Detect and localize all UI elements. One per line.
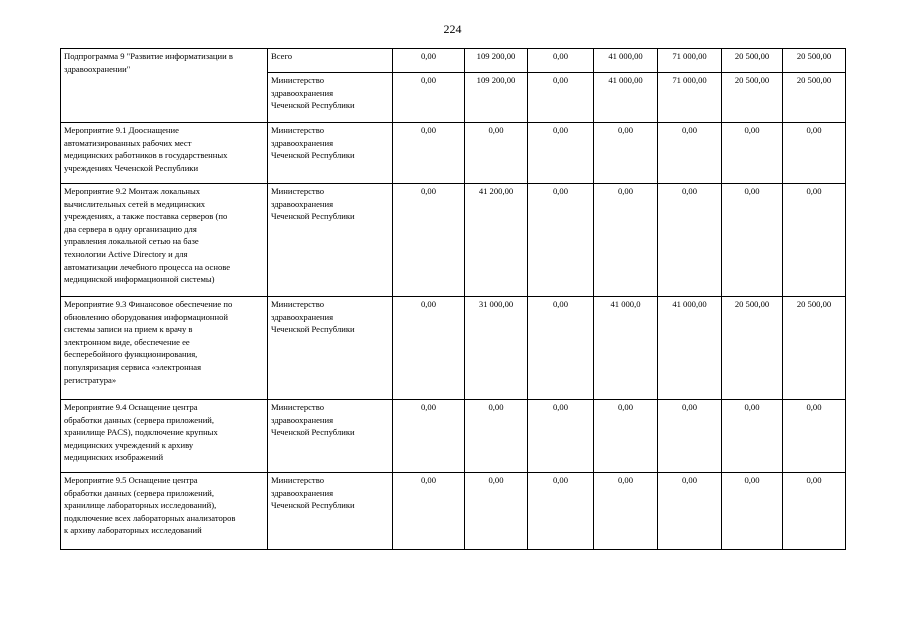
executor-cell [268, 184, 393, 297]
table-row [61, 184, 846, 297]
measure-name-line: Мероприятие 9.2 Монтаж локальных [64, 186, 201, 196]
executor-cell [268, 123, 393, 184]
measure-name-line: обработки данных (сервера приложений, [64, 487, 215, 498]
amount-cell: 0,00 [594, 184, 658, 297]
executor-line: Министерство [271, 75, 324, 85]
measure-name-line: два сервера в одну организацию для [64, 223, 197, 234]
amount-cell: 0,00 [722, 473, 783, 550]
amount-cell: 0,00 [528, 297, 594, 400]
amount-cell: 109 200,00 [465, 73, 528, 123]
executor-cell [268, 473, 393, 550]
measure-name-line: Мероприятие 9.4 Оснащение центра [64, 402, 198, 412]
executor-line: Чеченской Республики [271, 427, 355, 438]
measure-name-line: хранилище лабораторных исследований), [64, 500, 217, 511]
amount-cell: 0,00 [528, 184, 594, 297]
measure-name-cell [61, 49, 268, 123]
amount-cell: 0,00 [393, 184, 465, 297]
amount-cell: 0,00 [393, 473, 465, 550]
measure-name-line: подключение всех лабораторных анализаторов [64, 512, 236, 523]
measure-name-line: системы записи на прием к врачу в [64, 324, 193, 335]
measure-name-line: учреждениях, а также поставка серверов (по [64, 211, 228, 222]
executor-line: Всего [271, 51, 293, 61]
executor-line: Чеченской Республики [271, 324, 355, 335]
measure-name-cell [61, 297, 268, 400]
measure-name-line: медицинских изображений [64, 452, 164, 463]
executor-cell [268, 297, 393, 400]
measure-name-line: здравоохранении" [64, 63, 131, 74]
amount-cell: 109 200,00 [465, 49, 528, 73]
executor-line: здравоохранения [271, 487, 334, 498]
executor-cell [268, 73, 393, 123]
amount-cell: 0,00 [594, 473, 658, 550]
amount-cell: 0,00 [393, 297, 465, 400]
amount-cell: 0,00 [528, 49, 594, 73]
amount-cell: 20 500,00 [722, 73, 783, 123]
budget-table [60, 48, 846, 550]
measure-name-line: Мероприятие 9.5 Оснащение центра [64, 475, 198, 485]
amount-cell: 20 500,00 [783, 49, 846, 73]
amount-cell: 71 000,00 [658, 73, 722, 123]
amount-cell: 20 500,00 [722, 297, 783, 400]
executor-line: здравоохранения [271, 414, 334, 425]
executor-line: здравоохранения [271, 137, 334, 148]
amount-cell: 0,00 [658, 473, 722, 550]
measure-name-line: учреждениях Чеченской Республики [64, 162, 199, 173]
measure-name-line: вычислительных сетей в медицинских [64, 198, 206, 209]
amount-cell: 20 500,00 [722, 49, 783, 73]
amount-cell: 20 500,00 [783, 297, 846, 400]
executor-line: Министерство [271, 402, 324, 412]
amount-cell: 0,00 [393, 123, 465, 184]
measure-name-line: обновлению оборудования информационной [64, 311, 229, 322]
measure-name-line: автоматизации лечебного процесса на основе [64, 261, 231, 272]
measure-name-cell [61, 123, 268, 184]
amount-cell: 31 000,00 [465, 297, 528, 400]
measure-name-line: технологии Active Directory и для [64, 248, 188, 259]
executor-line: здравоохранения [271, 311, 334, 322]
amount-cell: 0,00 [594, 400, 658, 473]
amount-cell: 20 500,00 [783, 73, 846, 123]
executor-cell [268, 400, 393, 473]
page-number: 224 [443, 22, 462, 36]
amount-cell: 0,00 [528, 473, 594, 550]
amount-cell: 41 000,0 [594, 297, 658, 400]
amount-cell: 0,00 [393, 49, 465, 73]
measure-name-line: обработки данных (сервера приложений, [64, 414, 215, 425]
executor-line: здравоохранения [271, 198, 334, 209]
measure-name-line: управления локальной сетью на базе [64, 236, 199, 247]
amount-cell: 0,00 [393, 400, 465, 473]
table-row [61, 400, 846, 473]
amount-cell: 0,00 [722, 123, 783, 184]
executor-line: Министерство [271, 299, 324, 309]
measure-name-line: Мероприятие 9.1 Дооснащение [64, 125, 179, 135]
table-row [61, 473, 846, 550]
amount-cell: 0,00 [594, 123, 658, 184]
measure-name-cell [61, 184, 268, 297]
executor-line: Чеченской Республики [271, 211, 355, 222]
amount-cell: 0,00 [658, 400, 722, 473]
amount-cell: 0,00 [465, 123, 528, 184]
measure-name-cell [61, 400, 268, 473]
measure-name-line: медицинских работников в государственных [64, 150, 228, 161]
executor-line: Министерство [271, 475, 324, 485]
amount-cell: 41 200,00 [465, 184, 528, 297]
measure-name-line: медицинской информационной системы) [64, 274, 215, 285]
measure-name-line: к архиву лабораторных исследований [64, 525, 202, 536]
table-row [61, 49, 846, 73]
executor-line: Чеченской Республики [271, 500, 355, 511]
measure-name-line: регистратура» [64, 374, 117, 385]
amount-cell: 0,00 [528, 400, 594, 473]
measure-name-cell [61, 473, 268, 550]
amount-cell: 0,00 [528, 73, 594, 123]
amount-cell: 41 000,00 [658, 297, 722, 400]
amount-cell: 0,00 [783, 400, 846, 473]
measure-name-line: автоматизированных рабочих мест [64, 137, 192, 148]
amount-cell: 0,00 [658, 123, 722, 184]
amount-cell: 71 000,00 [658, 49, 722, 73]
amount-cell: 0,00 [722, 184, 783, 297]
executor-cell [268, 49, 393, 73]
executor-line: Министерство [271, 125, 324, 135]
amount-cell: 41 000,00 [594, 49, 658, 73]
amount-cell: 0,00 [465, 473, 528, 550]
table-row [61, 123, 846, 184]
amount-cell: 0,00 [783, 184, 846, 297]
table-body [61, 49, 846, 550]
executor-line: Чеченской Республики [271, 100, 355, 111]
amount-cell: 41 000,00 [594, 73, 658, 123]
amount-cell: 0,00 [528, 123, 594, 184]
amount-cell: 0,00 [465, 400, 528, 473]
measure-name-line: электронном виде, обеспечение ее [64, 336, 190, 347]
measure-name-line: Подпрограмма 9 "Развитие информатизации в [64, 51, 233, 61]
amount-cell: 0,00 [722, 400, 783, 473]
table-row [61, 297, 846, 400]
executor-line: здравоохранения [271, 87, 334, 98]
amount-cell: 0,00 [658, 184, 722, 297]
measure-name-line: медицинских учреждений к архиву [64, 439, 194, 450]
measure-name-line: Мероприятие 9.3 Финансовое обеспечение по [64, 299, 233, 309]
executor-line: Чеченской Республики [271, 150, 355, 161]
measure-name-line: хранилище PACS), подключение крупных [64, 427, 218, 438]
amount-cell: 0,00 [783, 123, 846, 184]
executor-line: Министерство [271, 186, 324, 196]
amount-cell: 0,00 [393, 73, 465, 123]
measure-name-line: бесперебойного функционирования, [64, 349, 198, 360]
amount-cell: 0,00 [783, 473, 846, 550]
measure-name-line: популяризация сервиса «электронная [64, 361, 202, 372]
